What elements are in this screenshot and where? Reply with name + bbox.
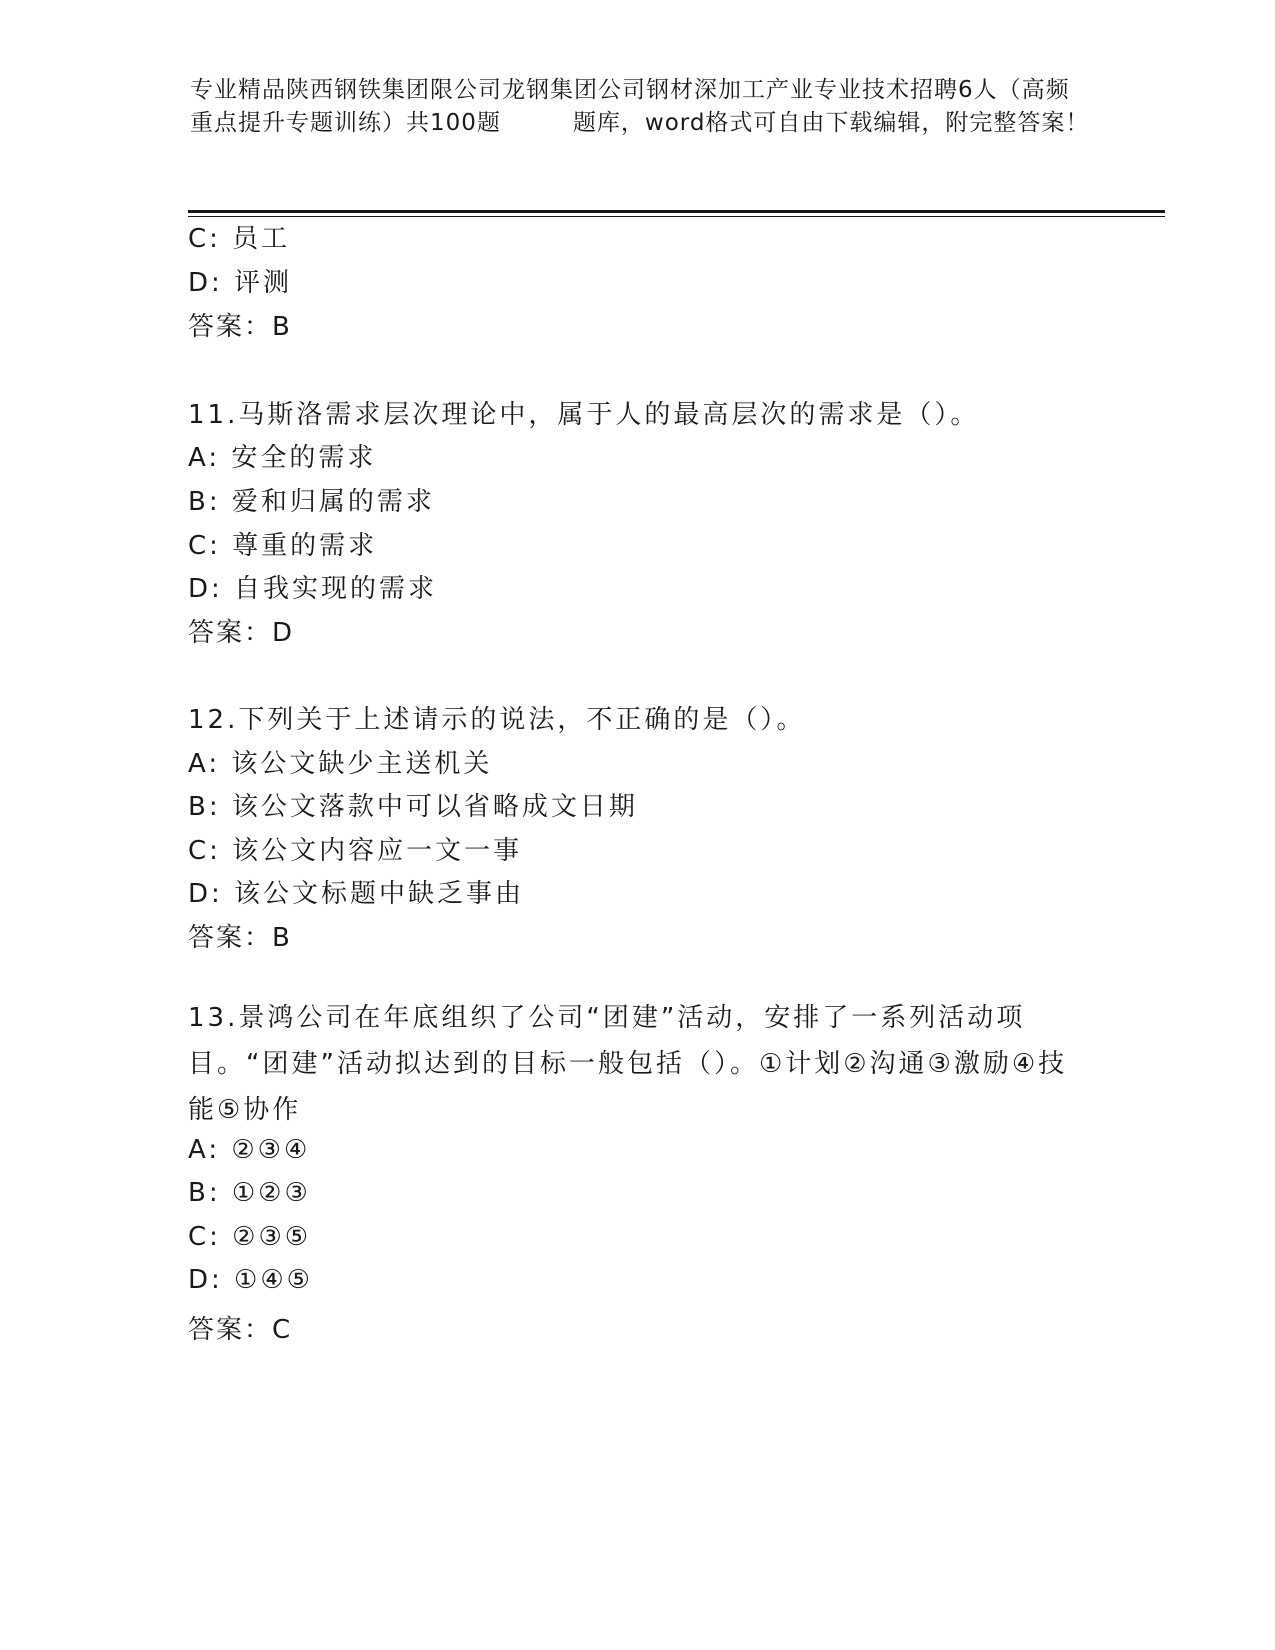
document-header: 专业精品陕西钢铁集团限公司龙钢集团公司钢材深加工产业专业技术招聘6人（高频重点提升专题训练）共100题 题库，word格式可自由下载编辑，附完整答案！ (190, 77, 1090, 136)
q12-text: 12.下列关于上述请示的说法，不正确的是（）。 (188, 705, 806, 735)
q13-option-c: C: ②③⑤ (188, 1222, 312, 1252)
q13-text: 13.景鸿公司在年底组织了公司“团建”活动，安排了一系列活动项目。“团建”活动拟达到的目标一般包括（）。①计划②沟通③激励④技能⑤协作 (188, 1003, 1068, 1125)
q12-option-b: B: 该公文落款中可以省略成文日期 (188, 792, 638, 822)
q11-answer: 答案：D (188, 618, 295, 648)
prev-option-d: D: 评测 (188, 268, 293, 298)
q13-option-b: B: ①②③ (188, 1178, 311, 1208)
q12-option-c: C: 该公文内容应一文一事 (188, 836, 523, 866)
q12-option-a: A: 该公文缺少主送机关 (188, 749, 493, 779)
q11-option-c: C: 尊重的需求 (188, 531, 378, 561)
q11-text: 11.马斯洛需求层次理论中，属于人的最高层次的需求是（）。 (188, 400, 980, 430)
prev-option-c: C: 员工 (188, 224, 291, 254)
q12-answer: 答案：B (188, 923, 292, 953)
header-rule-thin (188, 216, 1165, 217)
q13-answer: 答案：C (188, 1315, 293, 1345)
q13-option-d: D: ①④⑤ (188, 1265, 313, 1295)
q13-option-a: A: ②③④ (188, 1135, 311, 1165)
q11-option-b: B: 爱和归属的需求 (188, 487, 435, 517)
q12-option-d: D: 该公文标题中缺乏事由 (188, 879, 525, 909)
q11-option-d: D: 自我实现的需求 (188, 574, 438, 604)
header-rule-thick (188, 210, 1165, 213)
q11-option-a: A: 安全的需求 (188, 443, 377, 473)
prev-answer: 答案：B (188, 312, 292, 342)
